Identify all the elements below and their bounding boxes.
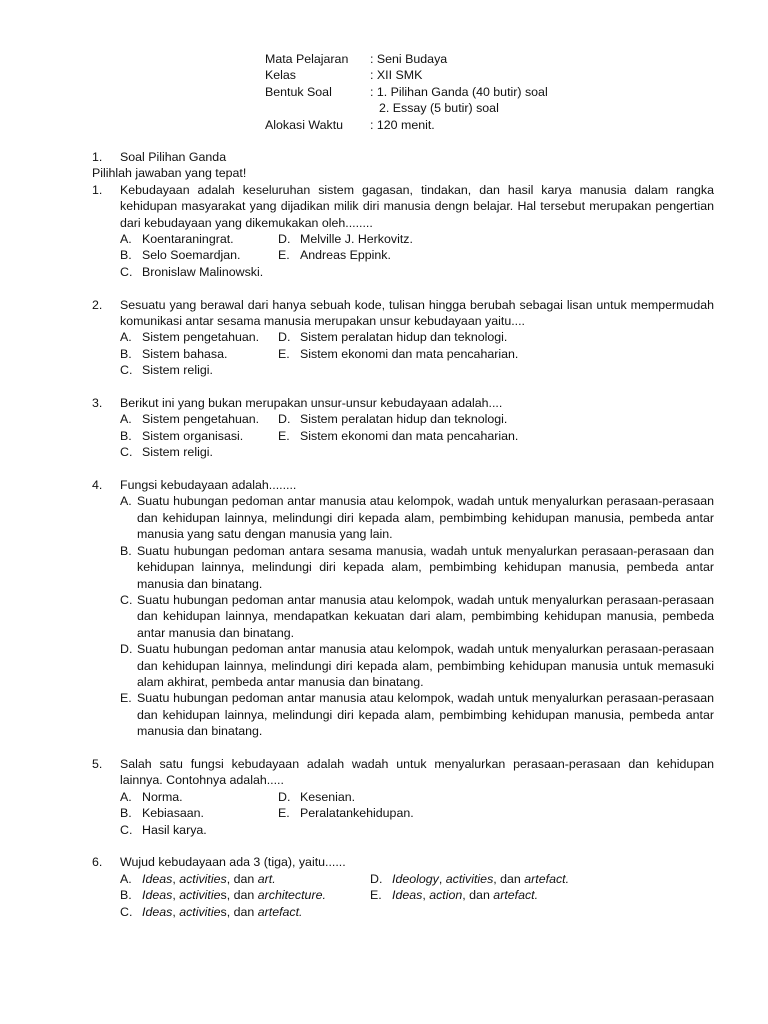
question-number: 5. bbox=[92, 756, 103, 771]
option-b bbox=[120, 247, 278, 263]
option-c bbox=[120, 264, 278, 280]
option-letter: B. bbox=[120, 428, 132, 443]
option-text: Suatu hubungan pedoman antara sesama manusia, wadah untuk menyalurkan perasaan-perasaan dan kehidupan lainnya, melindungi diri kepada alam, pembimbing kehidupan manusia, pembeda antar manusia dan binatang. bbox=[137, 543, 714, 591]
option-b bbox=[120, 887, 370, 903]
option-letter: A. bbox=[120, 871, 132, 886]
question-number: 1. bbox=[92, 182, 103, 197]
question-text: Sesuatu yang berawal dari hanya sebuah kode, tulisan hingga berubah sebagai lisan untuk mempermudah komunikasi antar sesama manusia merupakan unsur kebudayaan yaitu.... bbox=[120, 297, 714, 329]
option-text-part: artefact. bbox=[493, 888, 539, 903]
option-text: Bronislaw Malinowski. bbox=[142, 264, 264, 279]
option-text-part: Ideas bbox=[392, 888, 423, 903]
option-b bbox=[120, 428, 278, 444]
option-a bbox=[120, 493, 714, 542]
spacer bbox=[92, 280, 714, 296]
option-letter: B. bbox=[120, 888, 132, 903]
option-letter: D. bbox=[278, 789, 291, 804]
question-4 bbox=[92, 477, 714, 493]
question-3 bbox=[92, 395, 714, 411]
option-d bbox=[370, 871, 670, 887]
option-text-part: Ideas bbox=[142, 871, 173, 886]
spacer bbox=[92, 461, 714, 477]
option-d bbox=[278, 329, 578, 345]
option-text bbox=[392, 871, 569, 887]
option-a bbox=[120, 871, 370, 887]
option-text: Selo Soemardjan. bbox=[142, 248, 241, 263]
question-text: Salah satu fungsi kebudayaan adalah wadah untuk menyalurkan perasaan-perasaan dan kehidupan lainnya. Contohnya adalah..... bbox=[120, 756, 714, 788]
question-number: 4. bbox=[92, 478, 103, 493]
header-key: Mata Pelajaran bbox=[265, 52, 349, 66]
option-text-part: activities bbox=[445, 871, 494, 886]
option-e bbox=[370, 887, 670, 903]
spacer bbox=[92, 740, 714, 756]
header-row-time bbox=[265, 117, 548, 133]
option-text: Sistem religi. bbox=[142, 445, 213, 460]
question-5-options bbox=[92, 789, 714, 838]
exam-header bbox=[265, 51, 548, 133]
option-b bbox=[120, 805, 278, 821]
option-letter: B. bbox=[120, 346, 132, 361]
option-text: Suatu hubungan pedoman antar manusia atau kelompok, wadah untuk menyalurkan perasaan-perasaan dan kehidupan lainnya, melindungi diri kepada alam, pembimbing kehidupan manusia untuk memasuki alam akhirat, pembeda antar manusia dan binatang. bbox=[137, 642, 714, 689]
header-value: : Seni Budaya bbox=[370, 52, 448, 66]
header-value: 2. Essay (5 butir) soal bbox=[379, 101, 499, 116]
option-text bbox=[142, 887, 326, 903]
option-text: Sistem peralatan hidup dan teknologi. bbox=[300, 412, 508, 427]
option-text: Norma. bbox=[142, 789, 183, 804]
option-text-part: , dan bbox=[226, 871, 258, 886]
option-text: Kesenian. bbox=[300, 789, 356, 804]
question-2 bbox=[92, 297, 714, 330]
option-c bbox=[120, 822, 278, 838]
question-3-options bbox=[92, 411, 714, 460]
option-letter: D. bbox=[278, 412, 291, 427]
option-text-part: , dan bbox=[462, 888, 494, 903]
option-text bbox=[142, 904, 303, 920]
option-d bbox=[278, 231, 578, 247]
option-text bbox=[392, 887, 538, 903]
option-text: Suatu hubungan pedoman antar manusia atau kelompok, wadah untuk menyalurkan perasaan-perasaan dan kehidupan lainnya, melindungi diri kepada alam, pembimbing kehidupan manusia, pembeda antar manusia yang satu dengan manusia yang lain. bbox=[137, 494, 714, 542]
option-text-part: , bbox=[438, 871, 446, 886]
question-6-options bbox=[92, 871, 714, 920]
option-letter: C. bbox=[120, 592, 133, 607]
option-letter: B. bbox=[120, 248, 132, 263]
option-d bbox=[278, 789, 578, 805]
option-text-part: architecture. bbox=[257, 888, 326, 903]
option-letter: C. bbox=[120, 363, 133, 378]
header-key: Bentuk Soal bbox=[265, 84, 332, 99]
option-letter: D. bbox=[278, 232, 291, 247]
option-text: Sistem bahasa. bbox=[142, 346, 228, 361]
option-b bbox=[120, 543, 714, 592]
option-text-part: Ideas bbox=[142, 904, 173, 919]
header-row-type-2 bbox=[265, 100, 548, 116]
option-text-part: , bbox=[172, 904, 180, 919]
option-letter: A. bbox=[120, 789, 132, 804]
option-a bbox=[120, 329, 278, 345]
header-key: Kelas bbox=[265, 68, 296, 83]
option-letter: A. bbox=[120, 330, 132, 345]
section-title: Soal Pilihan Ganda bbox=[120, 150, 227, 164]
option-letter: C. bbox=[120, 264, 133, 279]
question-6 bbox=[92, 854, 714, 870]
spacer bbox=[92, 838, 714, 854]
question-4-options bbox=[92, 493, 714, 739]
option-letter: E. bbox=[278, 806, 290, 821]
option-a bbox=[120, 231, 278, 247]
option-text: Kebiasaan. bbox=[142, 806, 205, 821]
option-e bbox=[278, 428, 578, 444]
option-text: Suatu hubungan pedoman antar manusia atau kelompok, wadah untuk menyalurkan perasaan-perasaan dan kehidupan lainnya, melindungi diri kepada alam, pembimbing kehidupan manusia, pembeda antar manusia dan binatang. bbox=[137, 691, 714, 739]
option-c bbox=[120, 444, 278, 460]
option-text: Koentaraningrat. bbox=[142, 232, 234, 247]
header-row-type bbox=[265, 84, 548, 100]
option-text-part: s, dan bbox=[220, 888, 258, 903]
question-text: Berikut ini yang bukan merupakan unsur-unsur kebudayaan adalah.... bbox=[120, 396, 503, 411]
option-text: Sistem religi. bbox=[142, 363, 213, 378]
option-c bbox=[120, 362, 278, 378]
option-b bbox=[120, 346, 278, 362]
option-text: Peralatankehidupan. bbox=[300, 806, 414, 821]
option-text-part: artefact. bbox=[524, 871, 570, 886]
option-text-part: , bbox=[422, 888, 430, 903]
exam-body bbox=[92, 149, 714, 920]
option-e bbox=[278, 805, 578, 821]
section-instruction: Pilihlah jawaban yang tepat! bbox=[92, 166, 247, 181]
option-d bbox=[120, 641, 714, 690]
question-number: 2. bbox=[92, 297, 103, 312]
option-letter: E. bbox=[278, 346, 290, 361]
question-text: Fungsi kebudayaan adalah........ bbox=[120, 478, 297, 493]
header-key: Alokasi Waktu bbox=[265, 117, 344, 132]
option-text-part: activitie bbox=[179, 888, 221, 903]
option-text-part: Ideology bbox=[392, 871, 439, 886]
option-a bbox=[120, 789, 278, 805]
option-text: Sistem organisasi. bbox=[142, 428, 244, 443]
option-text-part: , dan bbox=[493, 871, 525, 886]
header-value: : 120 menit. bbox=[370, 117, 435, 132]
option-text: Hasil karya. bbox=[142, 822, 207, 837]
option-letter: A. bbox=[120, 232, 132, 247]
header-row-subject bbox=[265, 51, 548, 67]
option-letter: E. bbox=[370, 888, 382, 903]
header-value: : XII SMK bbox=[370, 68, 423, 83]
header-row-class bbox=[265, 67, 548, 83]
option-text bbox=[142, 871, 276, 887]
option-text-part: action bbox=[429, 888, 463, 903]
option-text-part: , bbox=[172, 871, 180, 886]
option-e bbox=[120, 690, 714, 739]
option-letter: C. bbox=[120, 445, 133, 460]
option-c bbox=[120, 904, 370, 920]
option-e bbox=[278, 346, 578, 362]
option-c bbox=[120, 592, 714, 641]
option-text: Sistem ekonomi dan mata pencaharian. bbox=[300, 428, 519, 443]
option-text-part: activitie bbox=[179, 904, 221, 919]
option-a bbox=[120, 411, 278, 427]
option-letter: E. bbox=[278, 248, 290, 263]
question-1 bbox=[92, 182, 714, 231]
option-letter: D. bbox=[120, 642, 133, 657]
spacer bbox=[92, 379, 714, 395]
question-number: 6. bbox=[92, 855, 103, 870]
question-text: Wujud kebudayaan ada 3 (tiga), yaitu...... bbox=[120, 855, 346, 870]
option-e bbox=[278, 247, 578, 263]
option-text: Sistem pengetahuan. bbox=[142, 412, 260, 427]
option-letter: D. bbox=[370, 871, 383, 886]
question-text: Kebudayaan adalah keseluruhan sistem gagasan, tindakan, dan hasil karya manusia dalam rangka kehidupan masyarakat yang dijadikan milik diri manusia dengn belajar. Hal tersebut merupakan pengertian dari kebudayaan yang dikemukakan oleh........ bbox=[120, 182, 714, 230]
option-text: Melville J. Herkovitz. bbox=[300, 232, 413, 247]
option-letter: A. bbox=[120, 494, 132, 509]
option-text-part: s, dan bbox=[220, 904, 258, 919]
option-d bbox=[278, 411, 578, 427]
question-5 bbox=[92, 756, 714, 789]
option-letter: C. bbox=[120, 904, 133, 919]
option-letter: A. bbox=[120, 412, 132, 427]
option-letter: B. bbox=[120, 543, 132, 558]
option-text: Andreas Eppink. bbox=[300, 248, 391, 263]
option-text: Suatu hubungan pedoman antar manusia atau kelompok, wadah untuk menyalurkan perasaan-perasaan dan kehidupan lainnya, mendapatkan kekuatan dari alam, pembimbing kehidupan manusia, pembeda antar manusia dan binatang. bbox=[137, 592, 714, 640]
option-text-part: Ideas bbox=[142, 888, 173, 903]
option-text-part: artefact. bbox=[257, 904, 303, 919]
option-text-part: art. bbox=[257, 871, 276, 886]
option-letter: D. bbox=[278, 330, 291, 345]
section-number: 1. bbox=[92, 150, 103, 164]
question-number: 3. bbox=[92, 396, 103, 411]
option-text: Sistem ekonomi dan mata pencaharian. bbox=[300, 346, 519, 361]
section-heading bbox=[92, 149, 714, 165]
question-1-options bbox=[92, 231, 714, 280]
option-text-part: , bbox=[172, 888, 180, 903]
header-value: : 1. Pilihan Ganda (40 butir) soal bbox=[370, 84, 548, 99]
option-text-part: activities bbox=[179, 871, 227, 886]
option-text: Sistem pengetahuan. bbox=[142, 330, 260, 345]
option-letter: E. bbox=[278, 428, 290, 443]
option-text: Sistem peralatan hidup dan teknologi. bbox=[300, 330, 508, 345]
question-2-options bbox=[92, 329, 714, 378]
option-letter: B. bbox=[120, 806, 132, 821]
option-letter: E. bbox=[120, 691, 132, 706]
option-letter: C. bbox=[120, 822, 133, 837]
